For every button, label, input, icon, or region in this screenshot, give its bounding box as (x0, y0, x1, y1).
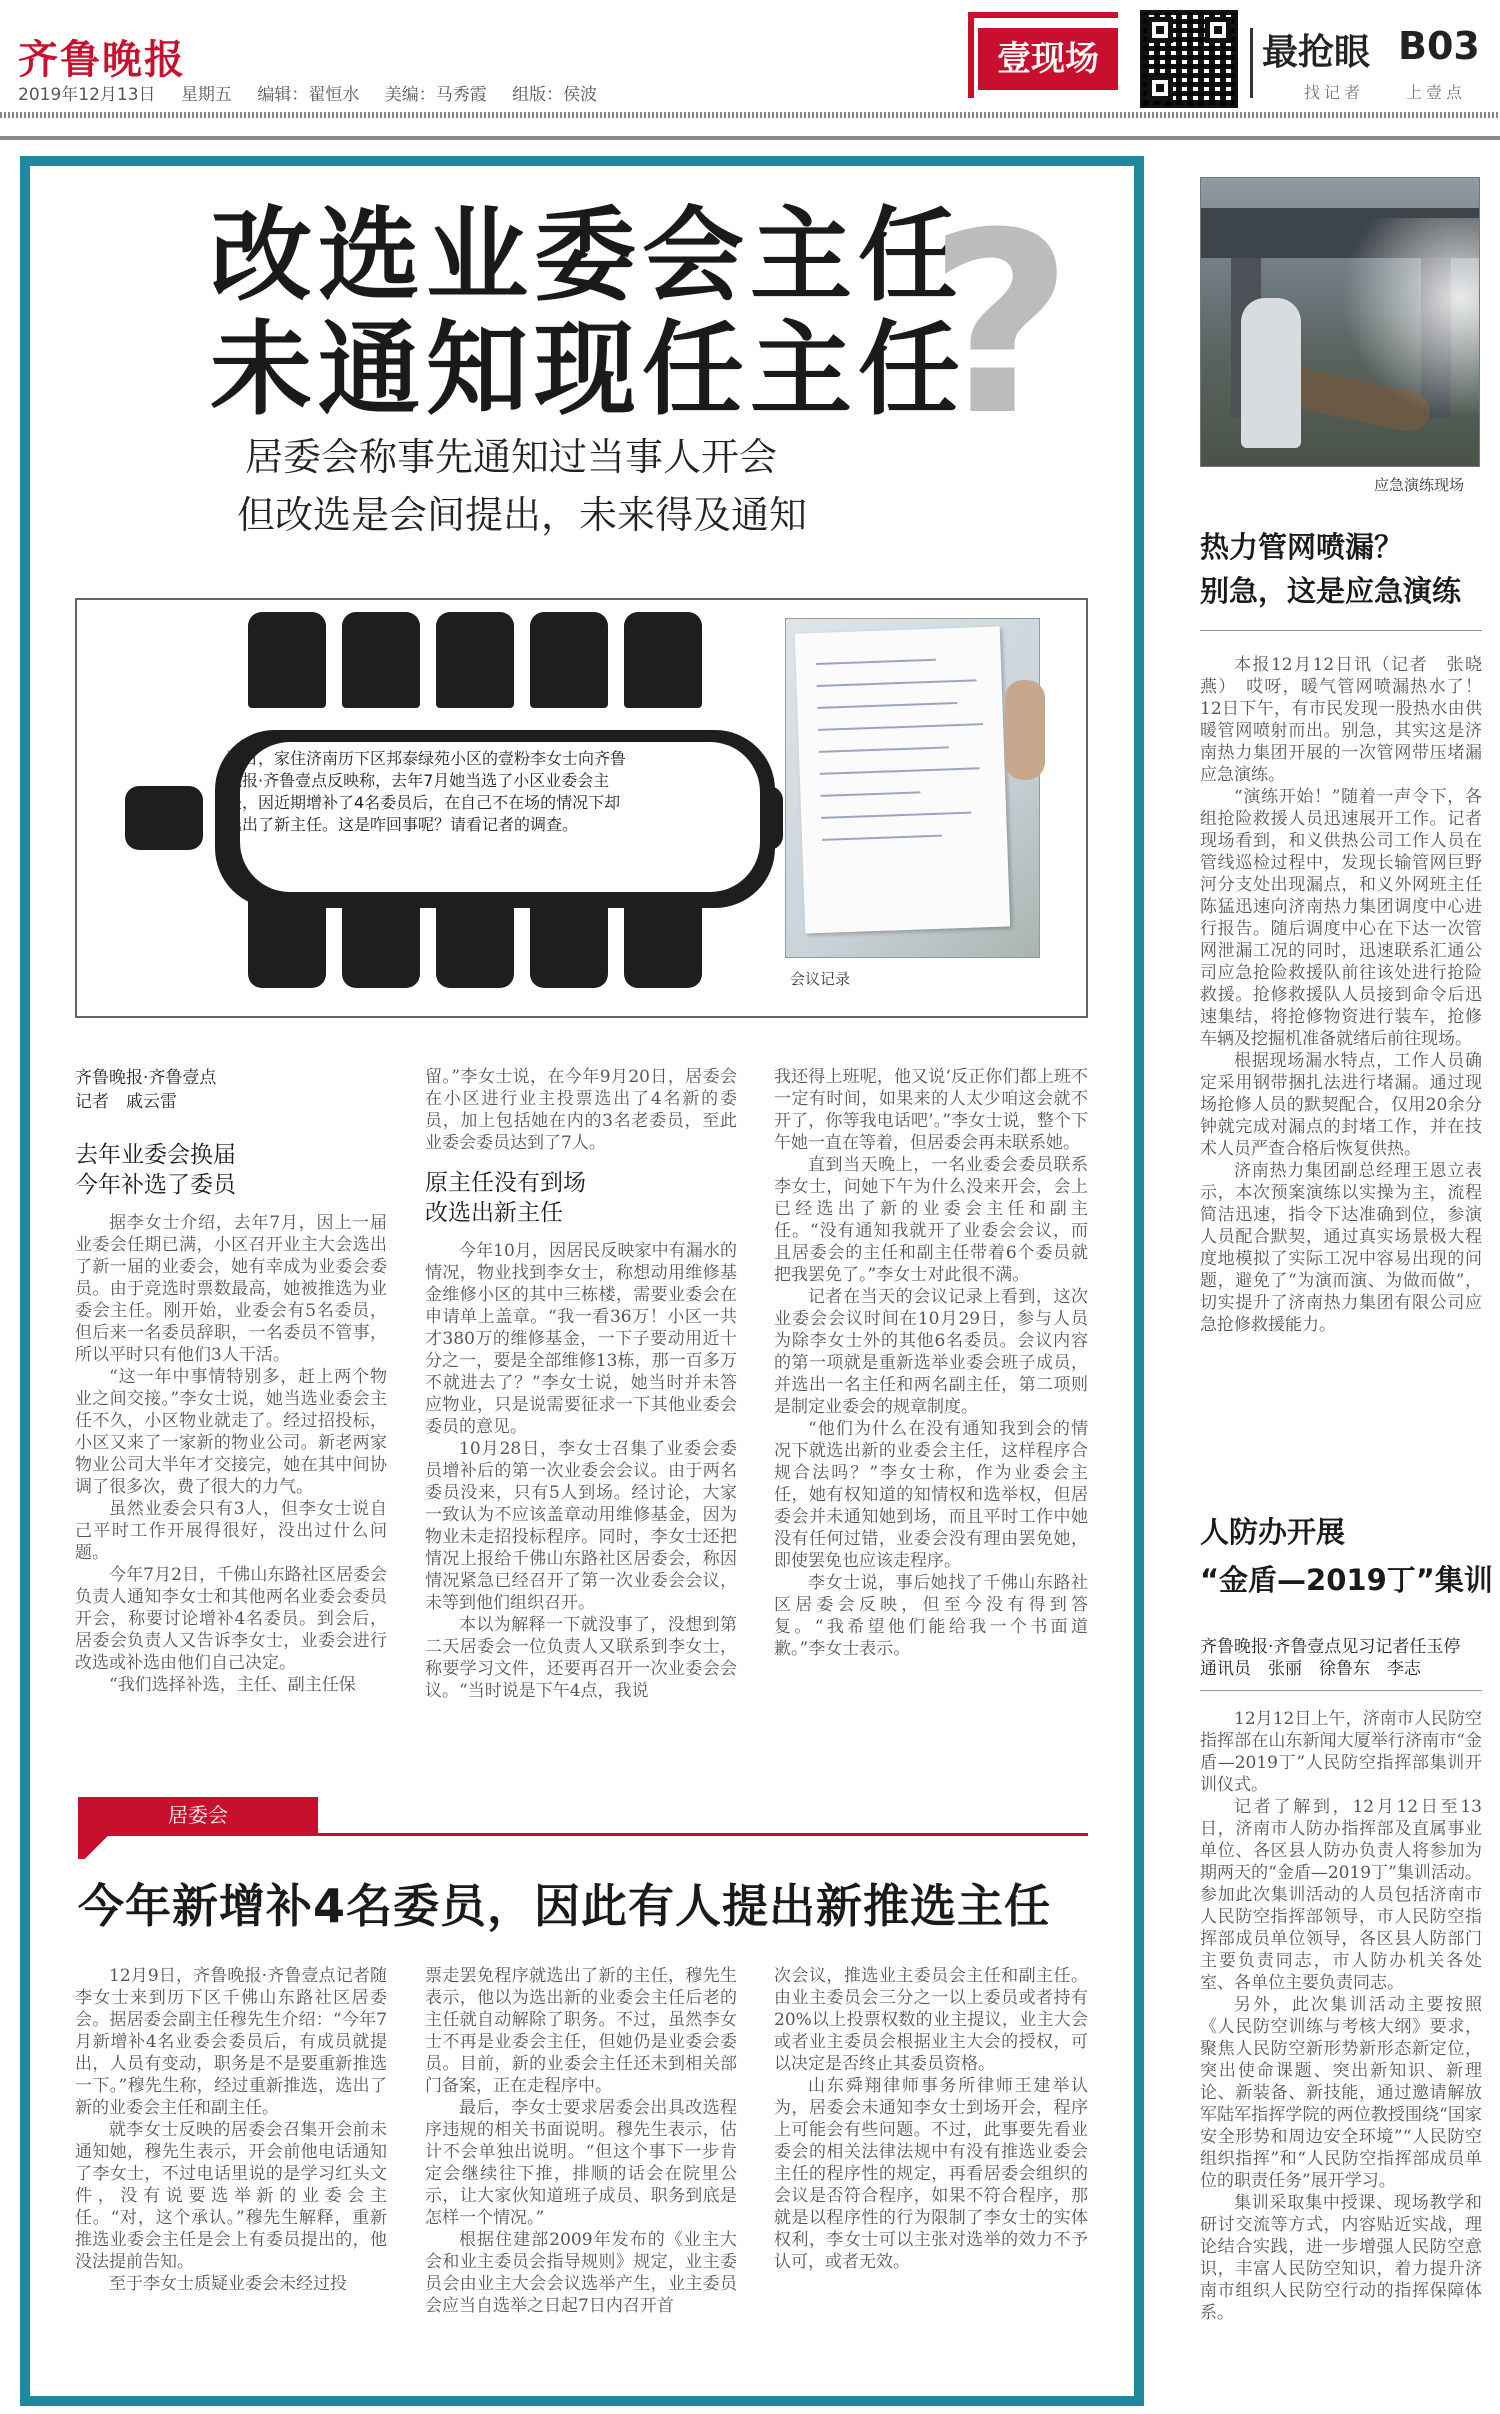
article-column-2 (425, 1066, 737, 1702)
hand-holding-paper (1005, 680, 1045, 780)
paragraph: 直到当天晚上，一名业委会委员联系李女士，问她下午为什么没来开会，会上已经选出了新的业委会主任和副主任。“没有通知我就开了业委会会议，而且居委会的主任和副主任带着6个委员就把我罢免了。”李女士对此很不满。 (774, 1155, 1088, 1285)
sidebar-story-1 (1200, 654, 1482, 1336)
paragraph: “演练开始！”随着一声令下，各组抢险救援人员迅速展开工作。记者现场看到，和义供热公司工作人员在管线巡检过程中，发现长输管网巨野河分支处出现漏点，和义外网班主任陈猛迅速向济南热力集团调度中心进行报告。随后调度中心在下达一次管网泄漏工况的同时，迅速联系汇通公司应急抢险救援队前往该处进行抢险救援。抢修救援队人员接到命令后迅速集结，将抢修物资进行装车，抢修车辆及挖掘机准备就绪后前往现场。 (1200, 787, 1482, 1049)
lower-headline: 今年新增补4名委员，因此有人提出新推选主任 (78, 1879, 1052, 1933)
sidebar-story-2 (1200, 1708, 1482, 2324)
paragraph: 据李女士介绍，去年7月，因上一届业委会任期已满，小区召开业主大会选出了新一届的业委会，她有幸成为业委会委员。由于竞选时票数最高，她被推选为业委会主任。刚开始，业委会有5名委员，但后来一名委员辞职，一名委员不管事，所以平时只有他们3人干活。 (75, 1213, 387, 1365)
lower-column-3 (774, 1965, 1088, 2273)
chair-icon (248, 612, 326, 708)
subheadline-line-1: 居委会称事先通知过当事人开会 (245, 435, 778, 479)
issue-weekday: 星期五 (180, 85, 232, 105)
byline-outlet: 齐鲁晚报·齐鲁壹点 (75, 1068, 217, 1088)
byline-reporter: 记者 戚云雷 (75, 1092, 177, 1112)
paragraph: 李女士说，事后她找了千佛山东路社区居委会反映，但至今没有得到答复。“我希望他们能给我一个书面道歉。”李女士表示。 (774, 1573, 1088, 1659)
paragraph: “我们选择补选，主任、副主任保 (109, 1675, 356, 1695)
paragraph: 济南热力集团副总经理王恩立表示，本次预案演练以实操为主，流程简洁迅速，指令下达准确到位，参演人员配合默契，通过真实场景极大程度地模拟了实际工况中容易出现的问题，避免了“为演而演、为做而做”，切实提升了济南热力集团有限公司应急抢修救援能力。 (1200, 1161, 1482, 1335)
sidebar-rule (1200, 1690, 1482, 1691)
header-rule-bottom (0, 136, 1500, 140)
sidebar-headline-1-line-2: 别急，这是应急演练 (1200, 574, 1462, 608)
lower-column-2 (425, 1965, 737, 2317)
paragraph: 虽然业委会只有3人，但李女士说自己平时工作开展得很好，没出过什么问题。 (75, 1499, 387, 1563)
intro-text: 近日，家住济南历下区邦泰绿苑小区的壹粉李女士向齐鲁晚报·齐鲁壹点反映称，去年7月她当选了小区业委会主任，因近期增补了4名委员后，在自己不在场的情况下却选出了新主任。这是咋回事呢？请看记者的调查。 (226, 749, 627, 834)
headline-line-1: 改选业委会主任 (210, 197, 966, 316)
shang-yidian-label: 上壹点 (1406, 83, 1467, 102)
paragraph: 另外，此次集训活动主要按照《人民防空训练与考核大纲》要求，聚焦人民防空新形势新形态新定位，突出使命课题、突出新知识、新理论、新装备、新技能，通过邀请解放军陆军指挥学院的两位教授围绕“国家安全形势和周边安全环境”“人民防空组织指挥”和“人民防空指挥部成员单位的职责任务”展开学习。 (1200, 1995, 1482, 2191)
subheadline-line-2: 但改选是会间提出，未来得及通知 (237, 493, 808, 537)
page-number: B03 (1398, 24, 1480, 68)
layout-credit: 组版：侯波 (512, 85, 598, 105)
chair-icon (624, 612, 702, 708)
find-reporter-label: 找记者 (1304, 83, 1365, 102)
qr-code-icon[interactable] (1140, 10, 1238, 108)
paragraph: 今年10月，因居民反映家中有漏水的情况，物业找到李女士，称想动用维修基金维修小区的其中三栋楼，需要业委会在申请单上盖章。“我一看36万！小区一共才380万的维修基金，一下子要动用近十分之一，要是全部维修13栋，那一百多万不就进去了？”李女士说，她当时并未答应物业，只是说需要征求一下其他业委会委员的意见。 (425, 1241, 737, 1437)
paragraph: 12月12日上午，济南市人民防空指挥部在山东新闻大厦举行济南市“金盾—2019丁”人民防空指挥部集训开训仪式。 (1200, 1709, 1482, 1795)
chair-icon (125, 786, 203, 850)
subheadline (237, 428, 808, 544)
issue-meta (18, 80, 617, 105)
paragraph: 根据住建部2009年发布的《业主大会和业主委员会指导规则》规定，业主委员会由业主大会会议选举产生，业主委员会应当自选举之日起7日内召开首 (425, 2230, 737, 2316)
lower-column-1 (75, 1965, 387, 2295)
sidebar-headline-1 (1200, 525, 1461, 613)
paragraph: 至于李女士质疑业委会未经过投 (109, 2274, 347, 2294)
section-subhead: 去年业委会换届 今年补选了委员 (75, 1142, 236, 1198)
section-subhead: 原主任没有到场 改选出新主任 (425, 1170, 586, 1226)
paragraph: 今年7月2日，千佛山东路社区居委会负责人通知李女士和其他两名业委会委员开会，称要讨论增补4名委员。到会后，居委会负责人又告诉李女士，业委会进行改选或补选由他们自己决定。 (75, 1565, 387, 1673)
headline-line-2: 未通知现任主任 (210, 311, 966, 430)
paragraph: 就李女士反映的居委会召集开会前未通知她，穆先生表示，开会前他电话通知了李女士，不过电话里说的是学习红头文件，没有说要选举新的业委会主任。“对，这个承认。”穆先生解释，重新推选业委会主任是会上有委员提出的，他没法提前告知。 (75, 2120, 387, 2272)
paragraph: 山东舜翔律师事务所律师王建举认为，居委会未通知李女士到场开会，程序上可能会有些问题。不过，此事要先看业委会的相关法律法规中有没有推选业委会主任的程序性的规定，再看居委会组织的会议是否符合程序，如果不符合程序，那就是以程序性的行为限制了李女士的实体权利，李女士可以主张对选举的效力不予认可，或者无效。 (774, 2076, 1088, 2272)
sidebar-rule (1200, 630, 1482, 631)
masthead-logo: 齐鲁晚报 (18, 36, 186, 83)
paragraph: “这一年中事情特别多，赶上两个物业之间交接。”李女士说，她当选业委会主任不久，小区物业就走了。经过招投标，小区又来了一家新的物业公司。新老两家物业公司大半年才交接完，她在其中间协调了很多次，费了很大的力气。 (75, 1367, 387, 1497)
paragraph: 我还得上班呢，他又说‘反正你们都上班不一定有时间，如果来的人太少咱这会就不开了，你等我电话吧’。”李女士说，整个下午她一直在等着，但居委会再未联系她。 (774, 1067, 1088, 1153)
art-editor-credit: 美编：马秀霞 (384, 85, 487, 105)
editor-credit: 编辑：翟恒水 (257, 85, 360, 105)
paragraph: 记者在当天的会议记录上看到，这次业委会会议时间在10月29日，参与人员为除李女士外的其他6名委员。会议内容的第一项就是重新选举业委会班子成员，并选出一名主任和两名副主任，第二项则是制定业委会的规章制度。 (774, 1287, 1088, 1417)
photo-caption: 会议记录 (790, 970, 851, 988)
paragraph: 本报12月12日讯（记者 张晓燕） 哎呀，暖气管网喷漏热水了！12日下午，有市民发现一股热水由供暖管网喷射而出。别急，其实这是济南热力集团开展的一次管网带压堵漏应急演练。 (1200, 655, 1482, 785)
paragraph: 集训采取集中授课、现场教学和研讨交流等方式，内容贴近实战，理论结合实践，进一步增强人民防空意识，丰富人民防空知识，着力提升济南市组织人民防空行动的指挥保障体系。 (1200, 2193, 1482, 2323)
paragraph: 10月28日，李女士召集了业委会委员增补后的第一次业委会会议。由于两名委员没来，只有5人到场。经讨论，大家一致认为不应该盖章动用维修基金，因为物业未走招投标程序。同时，李女士还把情况上报给千佛山东路社区居委会，称因情况紧急已经召开了第一次业委会会议，未等到他们组织召开。 (425, 1439, 737, 1613)
main-headline (210, 197, 966, 430)
section-tag: 壹现场 (978, 28, 1118, 90)
paragraph: 12月9日，齐鲁晚报·齐鲁壹点记者随李女士来到历下区千佛山东路社区居委会。据居委会副主任穆先生介绍：“今年7月新增补4名业委会委员后，有成员就提出，人员有变动，职务是不是要重新推选一下。”穆先生称，经过重新推选，选出了新的业委会主任和副主任。 (75, 1966, 387, 2118)
header-divider (1250, 28, 1253, 98)
sidebar-headline-1-line-1: 热力管网喷漏？ (1200, 530, 1404, 564)
section-label-wedge (78, 1833, 118, 1859)
meeting-record-paper (795, 627, 1010, 934)
drill-photo (1200, 177, 1480, 467)
column-name: 最抢眼 (1262, 32, 1371, 73)
header-rule (0, 112, 1500, 118)
chair-icon (342, 612, 420, 708)
paragraph: 留。”李女士说，在今年9月20日，居委会在小区进行业主投票选出了4名新的委员，加上包括她在内的3名老委员，至此业委会委员达到了7人。 (425, 1067, 737, 1153)
drill-photo-caption: 应急演练现场 (1374, 476, 1465, 494)
sidebar-headline-2-line-2: “金盾—2019丁”集训 (1200, 1563, 1493, 1597)
paragraph: 根据现场漏水特点，工作人员确定采用钢带捆扎法进行堵漏。通过现场抢修人员的默契配合，仅用20余分钟就完成对漏点的封堵工作，并在技术人员严查合格后恢复供热。 (1200, 1051, 1482, 1159)
paragraph: 最后，李女士要求居委会出具改选程序违规的相关书面说明。穆先生表示，估计不会单独出说明。“但这个事下一步肯定会继续往下推，排顺的话会在院里公示，让大家伙知道班子成员、职务到底是怎样一个情况。” (425, 2098, 737, 2228)
paragraph: 票走罢免程序就选出了新的主任，穆先生表示，他以为选出新的业委会主任后老的主任就自动解除了职务。不过，虽然李女士不再是业委会主任，但她仍是业委会委员。目前，新的业委会主任还未到相关部门备案，正在走程序中。 (425, 1966, 737, 2096)
sidebar-headline-2-line-1: 人防办开展 (1200, 1515, 1346, 1549)
section-label: 居委会 (78, 1797, 318, 1833)
paragraph: 记者了解到，12月12日至13日，济南市人防办指挥部及直属事业单位、各区县人防办负责人将参加为期两天的“金盾—2019丁”集训活动。参加此次集训活动的人员包括济南市人民防空指挥部领导，市人民防空指挥部成员单位领导，各区县人防部门主要负责同志，市人防办机关各处室、各单位主要负责同志。 (1200, 1797, 1482, 1993)
sidebar-byline: 齐鲁晚报·齐鲁壹点见习记者任玉停 通讯员 张丽 徐鲁东 李志 (1200, 1637, 1478, 1679)
sidebar-headline-2 (1200, 1508, 1493, 1604)
article-column-1 (75, 1066, 387, 1696)
paragraph: “他们为什么在没有通知我到会的情况下就选出新的业委会主任，这样程序合规合法吗？”李女士称，作为业委会主任，她有权知道的知情权和选举权，但居委会并未通知她到场，而且平时工作中她没有任何过错，业委会没有理由罢免她，即使罢免也应该走程序。 (774, 1419, 1088, 1571)
chair-icon (436, 612, 514, 708)
section-label-rule (78, 1833, 1088, 1836)
article-column-3 (774, 1066, 1088, 1660)
issue-date: 2019年12月13日 (18, 85, 156, 105)
question-mark-icon: ? (928, 179, 1074, 470)
paragraph: 次会议，推选业主委员会主任和副主任。由业主委员会三分之一以上委员或者持有20%以上投票权数的业主提议，业主大会或者业主委员会根据业主大会的授权，可以决定是否终止其委员资格。 (774, 1966, 1088, 2074)
chair-icon (530, 612, 608, 708)
paragraph: 本以为解释一下就没事了，没想到第二天居委会一位负责人又联系到李女士，称要学习文件，还要再召开一次业委会会议。“当时说是下午4点，我说 (425, 1615, 737, 1701)
